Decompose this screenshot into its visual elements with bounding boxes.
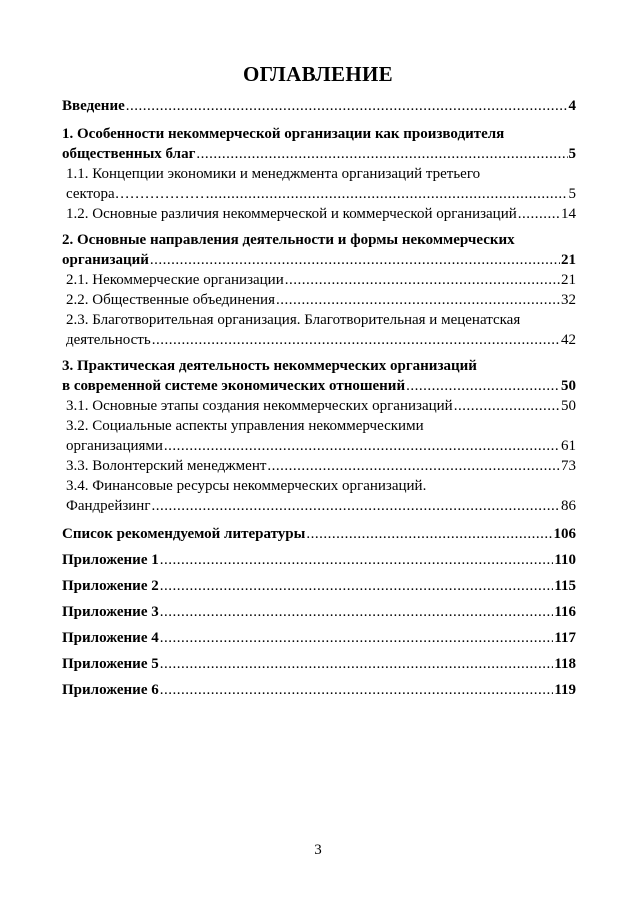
toc-section-1-2 bbox=[62, 204, 576, 224]
toc-chapter-2-line-2 bbox=[62, 250, 576, 270]
dot-leader bbox=[267, 456, 560, 476]
toc-entry-label: 3.4. Финансовые ресурсы некоммерческих организаций. bbox=[66, 478, 427, 494]
toc-section-1-1-line-2 bbox=[62, 184, 576, 204]
toc-entry-label: 2.1. Некоммерческие организации bbox=[66, 272, 284, 288]
toc-entry-label: Введение bbox=[62, 98, 125, 114]
toc-section-3-3 bbox=[62, 456, 576, 476]
toc-entry-label: деятельность bbox=[66, 332, 151, 348]
dot-leader bbox=[160, 680, 554, 700]
toc-page-number: 5 bbox=[568, 146, 576, 162]
toc-entry-appendix-3 bbox=[62, 602, 576, 622]
toc-page-number: 110 bbox=[554, 552, 576, 568]
dot-leader bbox=[160, 628, 554, 648]
dot-leader bbox=[164, 436, 560, 456]
toc-entry-label: Приложение 4 bbox=[62, 630, 159, 646]
dot-leader bbox=[285, 270, 560, 290]
toc-entry-label: 1.1. Концепции экономики и менеджмента организаций третьего bbox=[66, 166, 481, 182]
toc-entry-label: 3. Практическая деятельность некоммерческих организаций bbox=[62, 358, 477, 374]
toc-page-number: 116 bbox=[554, 604, 576, 620]
toc-page-number: 5 bbox=[568, 186, 576, 202]
toc-entry-label: Приложение 2 bbox=[62, 578, 159, 594]
toc-page-number: 14 bbox=[561, 206, 576, 222]
dot-leader bbox=[152, 496, 561, 516]
toc-section-1-1-line-1 bbox=[62, 164, 576, 184]
toc-entry-appendix-5 bbox=[62, 654, 576, 674]
toc-section-3-1 bbox=[62, 396, 576, 416]
toc-section-2-3-line-2 bbox=[62, 330, 576, 350]
toc-entry-label: Список рекомендуемой литературы bbox=[62, 526, 306, 542]
toc-entry-label: Приложение 5 bbox=[62, 656, 159, 672]
toc-entry-label: 3.2. Социальные аспекты управления некоммерческими bbox=[66, 418, 424, 434]
table-of-contents bbox=[62, 96, 576, 700]
toc-entry-literature bbox=[62, 524, 576, 544]
toc-entry-appendix-1 bbox=[62, 550, 576, 570]
toc-page-number: 21 bbox=[561, 272, 576, 288]
toc-entry-appendix-2 bbox=[62, 576, 576, 596]
toc-entry-label: Приложение 1 bbox=[62, 552, 159, 568]
dot-leader bbox=[518, 204, 560, 224]
toc-chapter-3-line-1 bbox=[62, 356, 576, 376]
toc-chapter-2-line-1 bbox=[62, 230, 576, 250]
page-title: ОГЛАВЛЕНИЕ bbox=[243, 62, 393, 86]
toc-section-3-2-line-2 bbox=[62, 436, 576, 456]
toc-chapter-3-line-2 bbox=[62, 376, 576, 396]
dot-leader bbox=[406, 376, 560, 396]
toc-entry-label: 3.3. Волонтерский менеджмент bbox=[66, 458, 267, 474]
toc-entry-label: в современной системе экономических отношений bbox=[62, 378, 406, 394]
dot-leader bbox=[306, 524, 552, 544]
dot-leader bbox=[454, 396, 560, 416]
toc-chapter-1-line-1 bbox=[62, 124, 576, 144]
toc-section-3-2-line-1 bbox=[62, 416, 576, 436]
dot-leader bbox=[196, 144, 567, 164]
toc-entry-label: Приложение 3 bbox=[62, 604, 159, 620]
dot-leader bbox=[160, 576, 554, 596]
dot-leader bbox=[160, 602, 554, 622]
dot-leader bbox=[150, 250, 560, 270]
toc-page-number: 21 bbox=[561, 252, 576, 268]
toc-page-number: 61 bbox=[561, 438, 576, 454]
dot-leader bbox=[152, 330, 560, 350]
toc-page-number: 117 bbox=[554, 630, 576, 646]
toc-entry-label: 2.2. Общественные объединения bbox=[66, 292, 275, 308]
dot-leader bbox=[160, 550, 554, 570]
dot-leader bbox=[276, 290, 560, 310]
toc-page-number: 119 bbox=[554, 682, 576, 698]
toc-entry-label: Фандрейзинг bbox=[66, 498, 151, 514]
toc-entry-label: 2. Основные направления деятельности и формы некоммерческих bbox=[62, 232, 515, 248]
dot-leader bbox=[206, 184, 568, 204]
toc-page-number: 50 bbox=[561, 398, 576, 414]
toc-page-number: 4 bbox=[568, 98, 576, 114]
toc-section-2-1 bbox=[62, 270, 576, 290]
toc-entry-appendix-4 bbox=[62, 628, 576, 648]
toc-entry-label: Приложение 6 bbox=[62, 682, 159, 698]
toc-page-number: 106 bbox=[553, 526, 576, 542]
toc-page-number: 86 bbox=[561, 498, 576, 514]
toc-page-number: 115 bbox=[554, 578, 576, 594]
toc-page-number: 42 bbox=[561, 332, 576, 348]
toc-entry-label: организациями bbox=[66, 438, 163, 454]
toc-section-2-3-line-1 bbox=[62, 310, 576, 330]
toc-entry-intro bbox=[62, 96, 576, 116]
toc-entry-label: организаций bbox=[62, 252, 149, 268]
toc-entry-label: 1.2. Основные различия некоммерческой и коммерческой организаций bbox=[66, 206, 517, 222]
toc-section-3-4-line-2 bbox=[62, 496, 576, 516]
toc-page-number: 118 bbox=[554, 656, 576, 672]
toc-entry-label: 1. Особенности некоммерческой организации как производителя bbox=[62, 126, 505, 142]
toc-page-number: 50 bbox=[561, 378, 576, 394]
toc-page-number: 32 bbox=[561, 292, 576, 308]
toc-chapter-1-line-2 bbox=[62, 144, 576, 164]
toc-entry-appendix-6 bbox=[62, 680, 576, 700]
toc-page-number: 73 bbox=[561, 458, 576, 474]
dot-leader bbox=[160, 654, 554, 674]
toc-entry-label: общественных благ bbox=[62, 146, 196, 162]
toc-section-3-4-line-1 bbox=[62, 476, 576, 496]
toc-entry-label: 3.1. Основные этапы создания некоммерческих организаций bbox=[66, 398, 453, 414]
toc-entry-label: 2.3. Благотворительная организация. Благотворительная и меценатская bbox=[66, 312, 521, 328]
toc-entry-label: сектора……………… bbox=[66, 186, 205, 202]
dot-leader bbox=[126, 96, 568, 116]
toc-section-2-2 bbox=[62, 290, 576, 310]
page-number: 3 bbox=[314, 842, 322, 858]
